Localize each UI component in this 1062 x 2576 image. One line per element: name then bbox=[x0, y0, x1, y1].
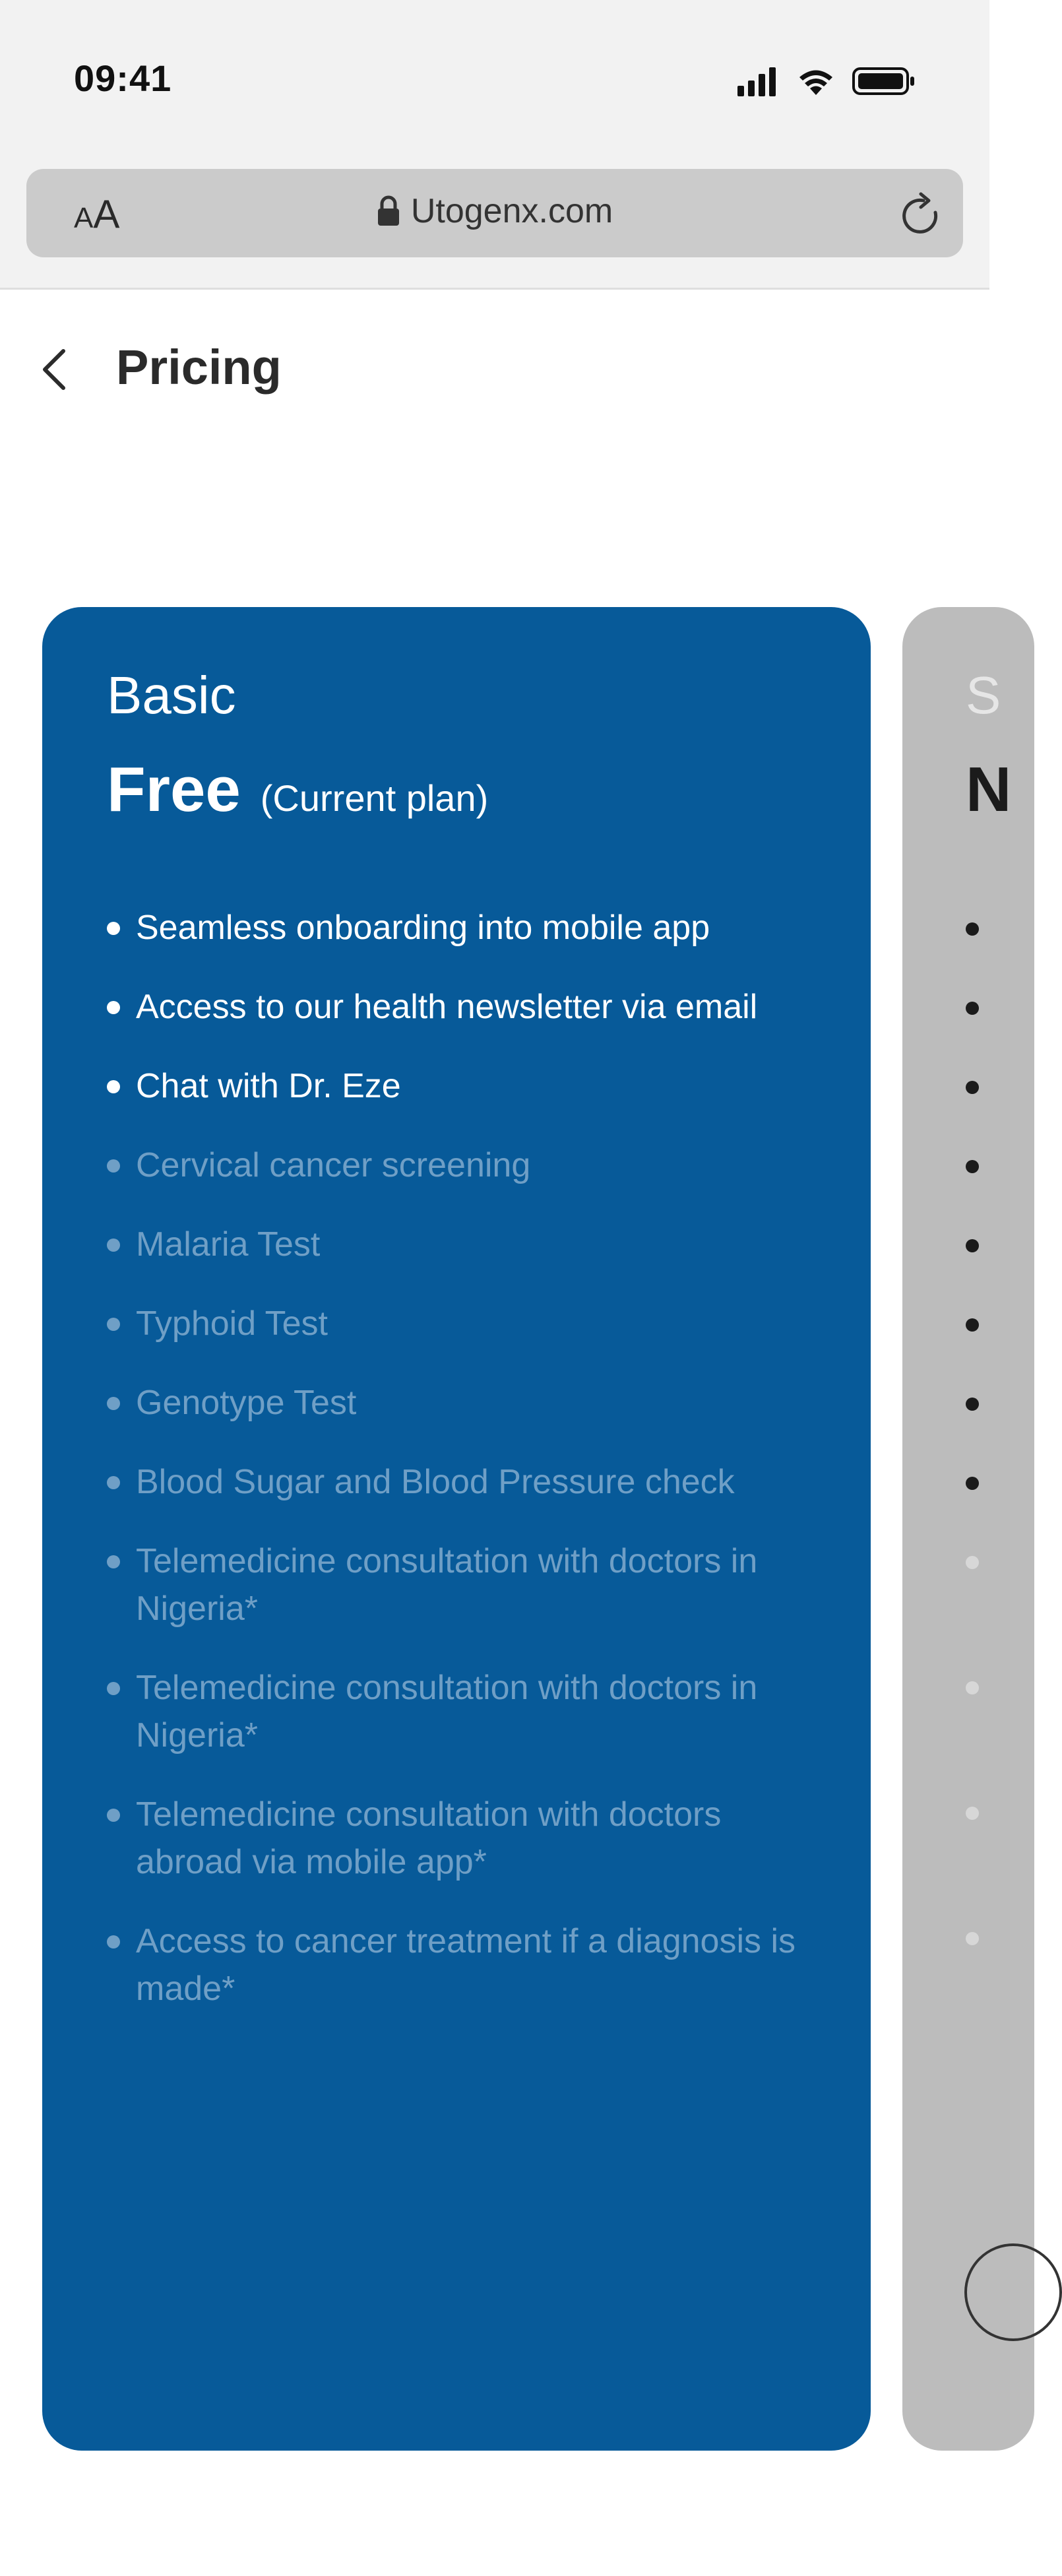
plan-price: Free bbox=[107, 754, 241, 825]
feature-item: Access to cancer treatment if a diagnosis is made* bbox=[107, 1917, 819, 2012]
bullet-icon bbox=[107, 1318, 120, 1331]
feature-item: Blood Sugar and Blood Pressure check bbox=[107, 1458, 819, 1506]
plan-name: Basic bbox=[107, 666, 236, 724]
status-bar bbox=[0, 0, 989, 288]
price-row bbox=[107, 754, 488, 826]
next-plan-name: S bbox=[966, 666, 1001, 724]
bullet-icon bbox=[107, 1935, 120, 1948]
next-plan-button[interactable] bbox=[964, 2243, 1062, 2341]
address-bar[interactable] bbox=[26, 169, 963, 257]
feature-item: Telemedicine consultation with doctors abroad via mobile app* bbox=[107, 1791, 819, 1886]
feature-item: Cervical cancer screening bbox=[107, 1142, 819, 1189]
battery-icon bbox=[852, 66, 916, 96]
bullet-icon bbox=[966, 1239, 979, 1252]
url-text: Utogenx.com bbox=[410, 192, 613, 230]
reload-icon[interactable] bbox=[898, 193, 946, 240]
divider bbox=[0, 288, 989, 290]
feature-item: Access to our health newsletter via email bbox=[107, 983, 819, 1031]
feature-item: Seamless onboarding into mobile app bbox=[107, 904, 819, 951]
bullet-icon bbox=[107, 1080, 120, 1093]
current-plan-badge: (Current plan) bbox=[260, 777, 489, 819]
bullet-icon bbox=[107, 1809, 120, 1822]
bullet-icon bbox=[107, 1476, 120, 1489]
bullet-icon bbox=[966, 1002, 979, 1015]
bullet-icon bbox=[107, 1239, 120, 1252]
feature-item: Genotype Test bbox=[107, 1379, 819, 1427]
bullet-icon bbox=[107, 1682, 120, 1695]
bullet-icon bbox=[107, 1397, 120, 1410]
bullet-icon bbox=[966, 1681, 979, 1694]
next-feature-bullets bbox=[966, 922, 979, 2011]
bullet-icon bbox=[966, 1318, 979, 1332]
wifi-icon bbox=[797, 66, 835, 96]
bullet-icon bbox=[966, 1807, 979, 1820]
bullet-icon bbox=[966, 1081, 979, 1094]
bullet-icon bbox=[107, 922, 120, 935]
feature-list bbox=[107, 904, 819, 2044]
feature-item: Chat with Dr. Eze bbox=[107, 1062, 819, 1110]
bullet-icon bbox=[966, 1477, 979, 1490]
text-size-button[interactable]: AA bbox=[74, 192, 120, 236]
bullet-icon bbox=[966, 922, 979, 936]
bullet-icon bbox=[966, 1932, 979, 1945]
feature-item: Typhoid Test bbox=[107, 1300, 819, 1347]
page-title: Pricing bbox=[116, 340, 282, 395]
url-field[interactable] bbox=[26, 191, 963, 231]
back-chevron-icon[interactable] bbox=[37, 347, 70, 392]
page-header bbox=[0, 310, 989, 429]
status-icons bbox=[737, 65, 916, 98]
next-plan-price: N bbox=[966, 754, 1012, 825]
feature-item: Malaria Test bbox=[107, 1221, 819, 1268]
status-time: 09:41 bbox=[74, 57, 172, 99]
bullet-icon bbox=[966, 1556, 979, 1569]
bullet-icon bbox=[966, 1398, 979, 1411]
plan-card-next[interactable] bbox=[902, 607, 1034, 2451]
plan-card-basic[interactable] bbox=[42, 607, 871, 2451]
feature-item: Telemedicine consultation with doctors in Nigeria* bbox=[107, 1537, 819, 1632]
bullet-icon bbox=[966, 1160, 979, 1173]
bullet-icon bbox=[107, 1159, 120, 1173]
signal-icon bbox=[737, 66, 780, 96]
lock-icon bbox=[377, 195, 400, 227]
bullet-icon bbox=[107, 1555, 120, 1568]
feature-item: Telemedicine consultation with doctors in Nigeria* bbox=[107, 1664, 819, 1759]
bullet-icon bbox=[107, 1001, 120, 1014]
